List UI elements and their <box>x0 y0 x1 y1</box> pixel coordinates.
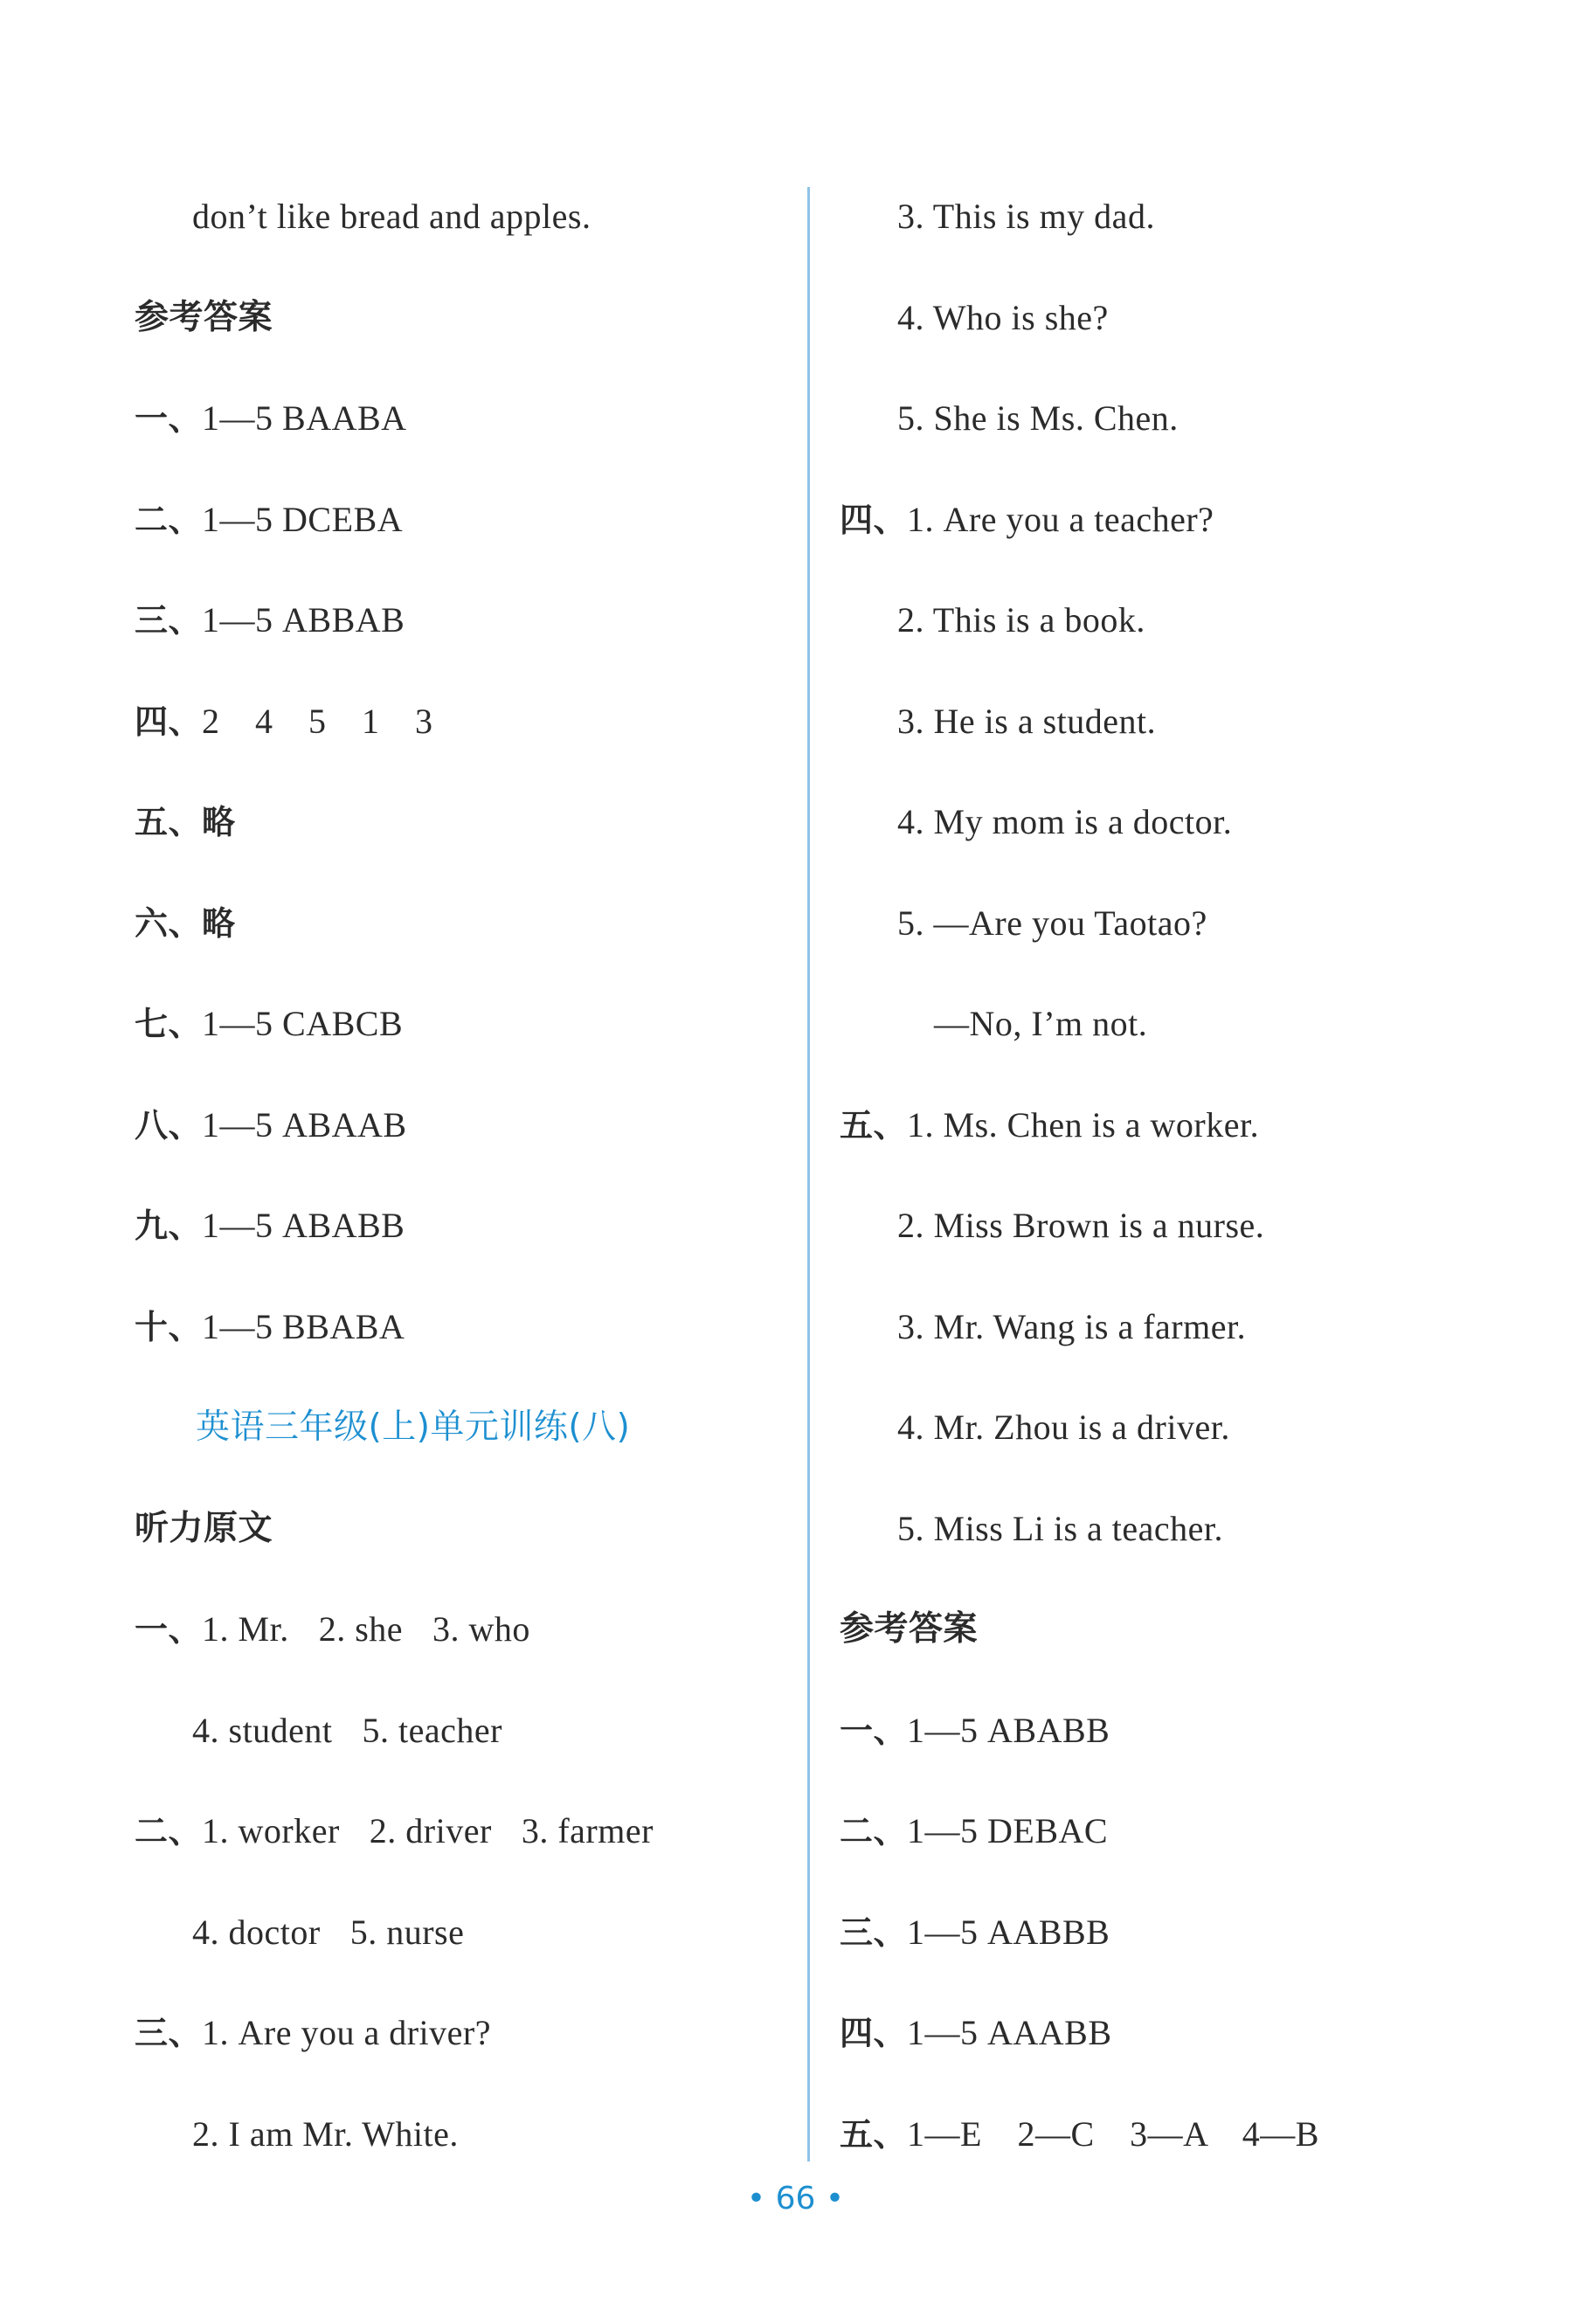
item-number: 四、 <box>135 702 203 741</box>
text-line: 2. Miss Brown is a nurse. <box>897 1206 1265 1245</box>
item-number: 六、 <box>135 903 203 943</box>
answer-text: 略 <box>202 903 236 943</box>
text-line: 5. She is Ms. Chen. <box>897 398 1179 438</box>
item-number: 二、 <box>135 500 203 539</box>
answer-text: 1—5 DCEBA <box>202 499 404 539</box>
answer-text: 3. who <box>432 1609 530 1649</box>
answer-row <box>135 1579 799 1680</box>
answer-row <box>135 1680 799 1781</box>
answer-row <box>135 973 799 1075</box>
answer-text: 1. Are you a teacher? <box>907 499 1214 539</box>
answer-text: 4. student <box>192 1710 333 1750</box>
answer-row <box>135 1982 799 2084</box>
answer-text: 4. doctor <box>192 1912 321 1952</box>
answer-row <box>840 2084 1504 2185</box>
item-number: 一、 <box>135 399 203 438</box>
column-divider <box>807 187 810 2161</box>
text-line: —No, I’m not. <box>934 1004 1148 1043</box>
item-number: 五、 <box>135 803 203 841</box>
text-line: 3. Mr. Wang is a farmer. <box>897 1306 1247 1346</box>
text-line: 3. This is my dad. <box>897 197 1155 236</box>
answer-text: 略 <box>202 803 236 841</box>
answer-text: 5. nurse <box>349 1912 465 1952</box>
item-number: 三、 <box>135 601 203 640</box>
answer-text: 1. Ms. Chen is a worker. <box>907 1104 1260 1145</box>
answer-row <box>840 1781 1504 1882</box>
item-number: 五、 <box>840 1105 908 1145</box>
item-number: 一、 <box>135 1610 203 1649</box>
answer-row <box>840 1075 1504 1176</box>
answer-row <box>135 671 799 772</box>
item-number: 五、 <box>840 2114 908 2154</box>
text-line: 5. Miss Li is a teacher. <box>897 1508 1224 1548</box>
answer-text: 5. teacher <box>362 1710 502 1750</box>
text-line: 2. I am Mr. White. <box>192 2113 459 2154</box>
answer-row <box>135 469 799 571</box>
answer-text: 1—5 BAABA <box>202 398 407 438</box>
item-number: 八、 <box>135 1105 203 1145</box>
right-column <box>840 166 1504 2184</box>
answer-text: 1. Mr. <box>202 1609 289 1649</box>
answer-text: 1—5 AABBB <box>907 1912 1110 1952</box>
answer-text: 1—5 ABABB <box>907 1710 1110 1750</box>
item-number: 四、 <box>840 500 908 539</box>
answer-row <box>840 1982 1504 2084</box>
answer-row <box>135 1175 799 1276</box>
answer-text: 2 4 5 1 3 <box>202 701 433 741</box>
text-line: 3. He is a student. <box>897 701 1157 741</box>
page-number: • 66 • <box>746 2181 845 2217</box>
answer-row <box>135 1781 799 1882</box>
answer-text: 1—5 CABCB <box>202 1004 404 1043</box>
text-line: 4. Mr. Zhou is a driver. <box>897 1408 1230 1447</box>
answer-row <box>840 1882 1504 1983</box>
answer-text: 1—5 DEBAC <box>907 1811 1109 1850</box>
item-number: 三、 <box>840 1912 908 1952</box>
item-number: 三、 <box>135 2014 203 2052</box>
answer-text: 1—5 ABAAB <box>202 1104 407 1145</box>
answer-text: 1—E 2—C 3—A 4—B <box>907 2113 1319 2154</box>
answer-row <box>135 368 799 469</box>
answer-row <box>840 469 1504 571</box>
answer-text: 1—5 ABBAB <box>202 600 405 640</box>
section-heading-answers: 参考答案 <box>135 297 273 337</box>
answer-text: 1. worker <box>202 1811 340 1850</box>
answer-text: 1—5 BBABA <box>202 1306 405 1346</box>
text-line: 4. My mom is a doctor. <box>897 802 1233 841</box>
item-number: 九、 <box>135 1207 203 1245</box>
item-number: 二、 <box>135 1812 203 1850</box>
answer-row <box>135 771 799 873</box>
answer-row <box>840 1680 1504 1781</box>
left-column <box>135 166 799 2184</box>
answer-row <box>135 1882 799 1983</box>
answer-text: 1. Are you a driver? <box>202 2013 491 2052</box>
item-number: 十、 <box>135 1307 203 1346</box>
answer-text: 2. she <box>318 1609 404 1649</box>
answer-row <box>135 1276 799 1378</box>
answer-text: 2. driver <box>369 1811 492 1850</box>
item-number: 二、 <box>840 1812 908 1850</box>
item-number: 七、 <box>135 1005 203 1043</box>
section-heading-answers: 参考答案 <box>840 1609 979 1649</box>
unit-title: 英语三年级(上)单元训练(八) <box>196 1408 631 1447</box>
answer-text: 3. farmer <box>521 1811 654 1850</box>
answer-row <box>135 570 799 671</box>
section-heading-listening: 听力原文 <box>135 1508 273 1548</box>
item-number: 一、 <box>840 1711 908 1750</box>
answer-row <box>135 873 799 974</box>
text-line: 2. This is a book. <box>897 600 1145 640</box>
text-line: 4. Who is she? <box>897 297 1109 337</box>
answer-text: 1—5 AAABB <box>907 2013 1112 2052</box>
text-line: 5. —Are you Taotao? <box>897 903 1207 943</box>
item-number: 四、 <box>840 2014 908 2052</box>
answer-text: 1—5 ABABB <box>202 1206 405 1245</box>
answer-row <box>135 1075 799 1176</box>
text-line: don’t like bread and apples. <box>192 197 591 236</box>
